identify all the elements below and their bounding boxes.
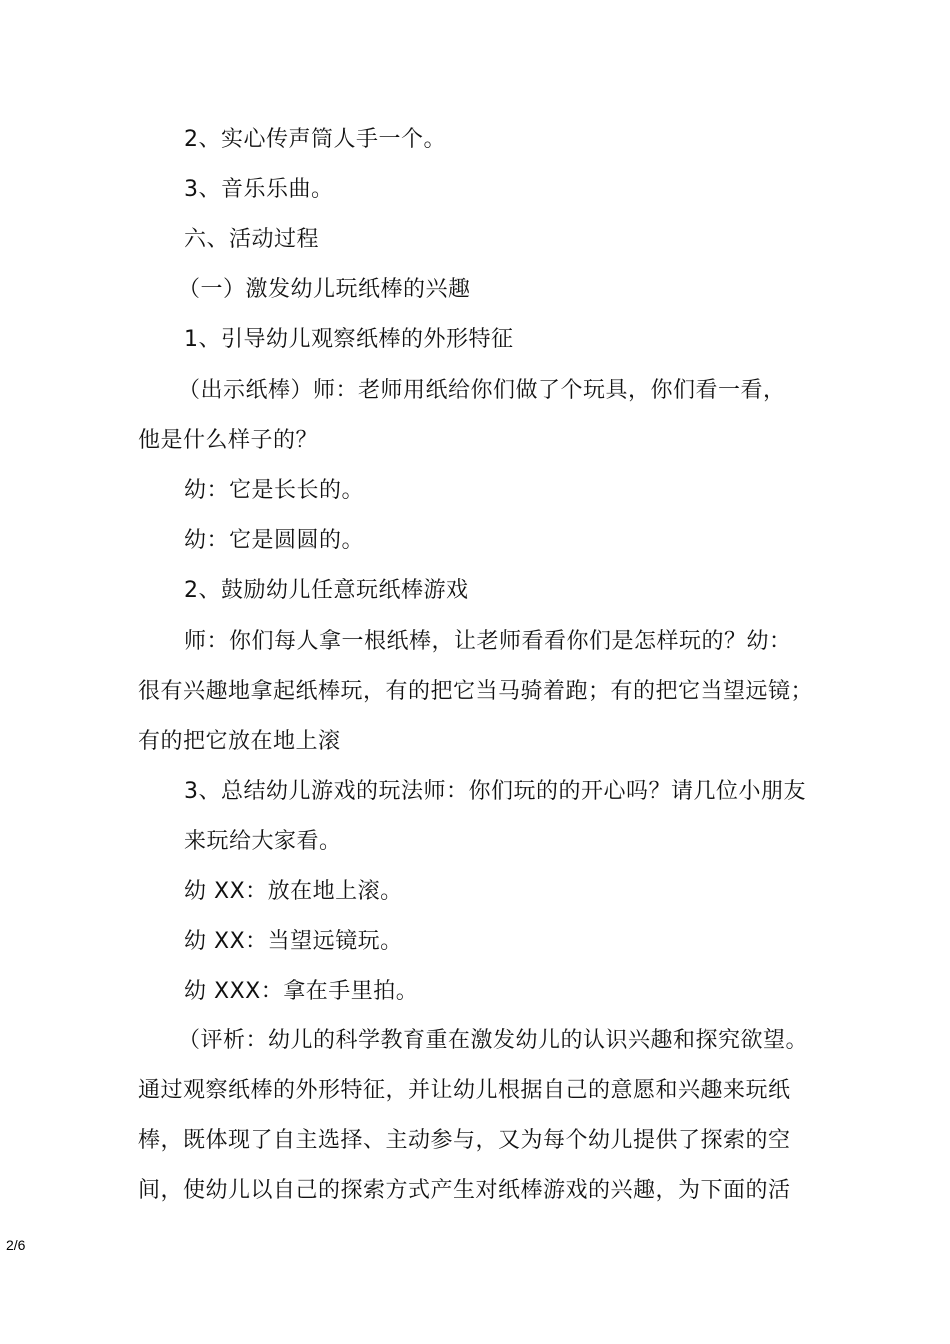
text-line: （评析：幼儿的科学教育重在激发幼儿的认识兴趣和探究欲望。 xyxy=(178,1028,809,1053)
text-line: 幼 XXX：拿在手里拍。 xyxy=(184,979,419,1004)
text-line: 来玩给大家看。 xyxy=(184,829,342,854)
text-line: 幼 XX：当望远镜玩。 xyxy=(184,929,403,954)
text-line: 通过观察纸棒的外形特征，并让幼儿根据自己的意愿和兴趣来玩纸 xyxy=(138,1078,791,1103)
section-heading: 六、活动过程 xyxy=(184,227,320,252)
text-line: 有的把它放在地上滚 xyxy=(138,729,341,754)
text-line: 3、音乐乐曲。 xyxy=(184,177,334,202)
text-line: 棒，既体现了自主选择、主动参与，又为每个幼儿提供了探索的空 xyxy=(138,1128,791,1153)
text-line: 很有兴趣地拿起纸棒玩，有的把它当马骑着跑；有的把它当望远镜； xyxy=(138,679,814,704)
text-line: （出示纸棒）师：老师用纸给你们做了个玩具，你们看一看， xyxy=(178,378,786,403)
subsection-heading: （一）激发幼儿玩纸棒的兴趣 xyxy=(178,277,471,302)
page-number: 2/6 xyxy=(6,1237,26,1253)
text-line: 幼：它是圆圆的。 xyxy=(184,528,365,553)
text-line: 师：你们每人拿一根纸棒，让老师看看你们是怎样玩的？幼： xyxy=(184,629,792,654)
text-line: 幼：它是长长的。 xyxy=(184,478,365,503)
text-line: 1、引导幼儿观察纸棒的外形特征 xyxy=(184,327,514,352)
text-line: 幼 XX：放在地上滚。 xyxy=(184,879,403,904)
text-line: 3、总结幼儿游戏的玩法师：你们玩的的开心吗？请几位小朋友 xyxy=(184,779,806,804)
text-line: 间，使幼儿以自己的探索方式产生对纸棒游戏的兴趣，为下面的活 xyxy=(138,1178,791,1203)
text-line: 2、鼓励幼儿任意玩纸棒游戏 xyxy=(184,578,469,603)
text-line: 2、实心传声筒人手一个。 xyxy=(184,127,446,152)
text-line: 他是什么样子的？ xyxy=(138,428,319,453)
